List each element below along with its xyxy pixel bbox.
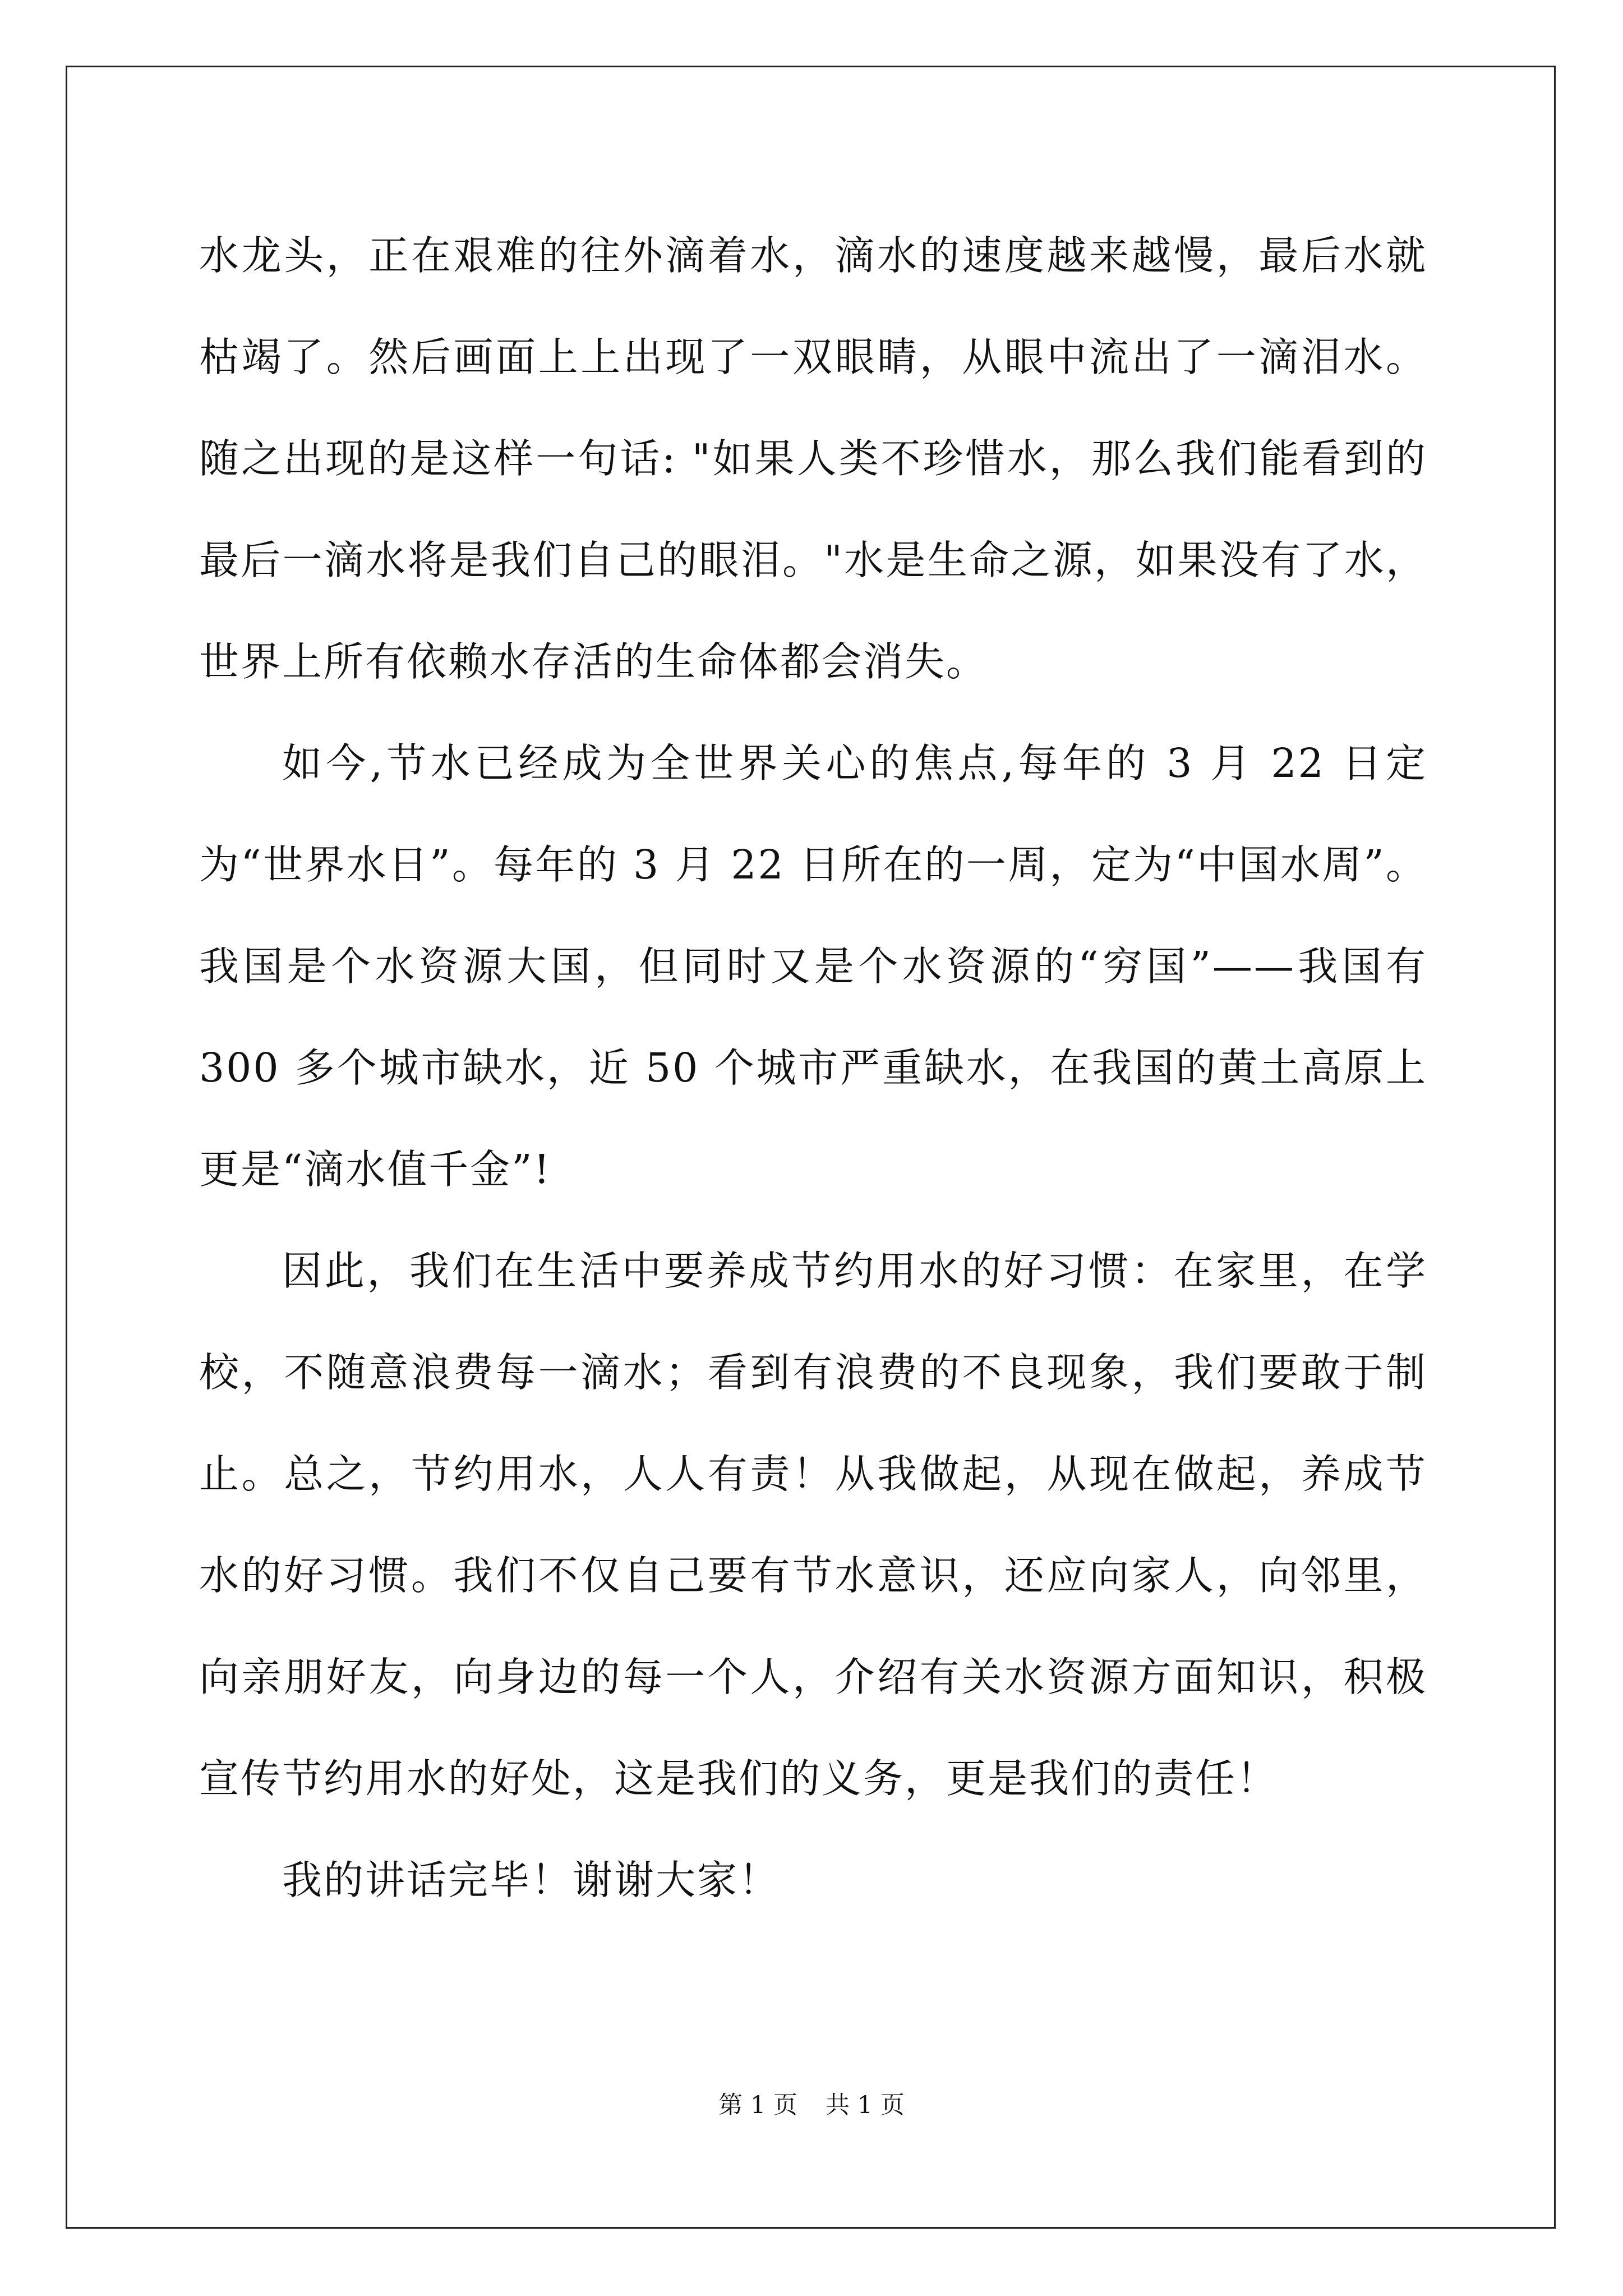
- paragraph-4: 我的讲话完毕！谢谢大家！: [282, 1857, 781, 1903]
- document-body: [199, 205, 1427, 1931]
- paragraph-1: 水龙头，正在艰难的往外滴着水，滴水的速度越来越慢，最后水就枯竭了。然后画面上上出现了一双眼睛，从眼中流出了一滴泪水。随之出现的是这样一句话: "如果人类不珍惜水，那么我们能看到的最后一滴水将是我们自己的眼泪。"水是生命之源，如果没有了水，世界上所有依赖水存活的生命体都会消失。: [199, 232, 1427, 685]
- page-footer: [0, 2088, 1623, 2122]
- page-total: 共 1 页: [826, 2091, 905, 2119]
- paragraph-2: 如今,节水已经成为全世界关心的焦点,每年的 3 月 22 日定为“世界水日”。每年的 3 月 22 日所在的一周，定为“中国水周”。我国是个水资源大国，但同时又是个水资源的“穷国”——我国有 300 多个城市缺水，近 50 个城市严重缺水，在我国的黄土高原上更是“滴水值千金”!: [199, 740, 1427, 1193]
- paragraph-3: 因此，我们在生活中要养成节约用水的好习惯：在家里，在学校，不随意浪费每一滴水；看到有浪费的不良现象，我们要敢于制止。总之，节约用水，人人有责！从我做起，从现在做起，养成节水的好习惯。我们不仅自己要有节水意识，还应向家人，向邻里，向亲朋好友，向身边的每一个人，介绍有关水资源方面知识，积极宣传节约用水的好处，这是我们的义务，更是我们的责任！: [199, 1248, 1427, 1802]
- page-number: 第 1 页: [718, 2091, 797, 2119]
